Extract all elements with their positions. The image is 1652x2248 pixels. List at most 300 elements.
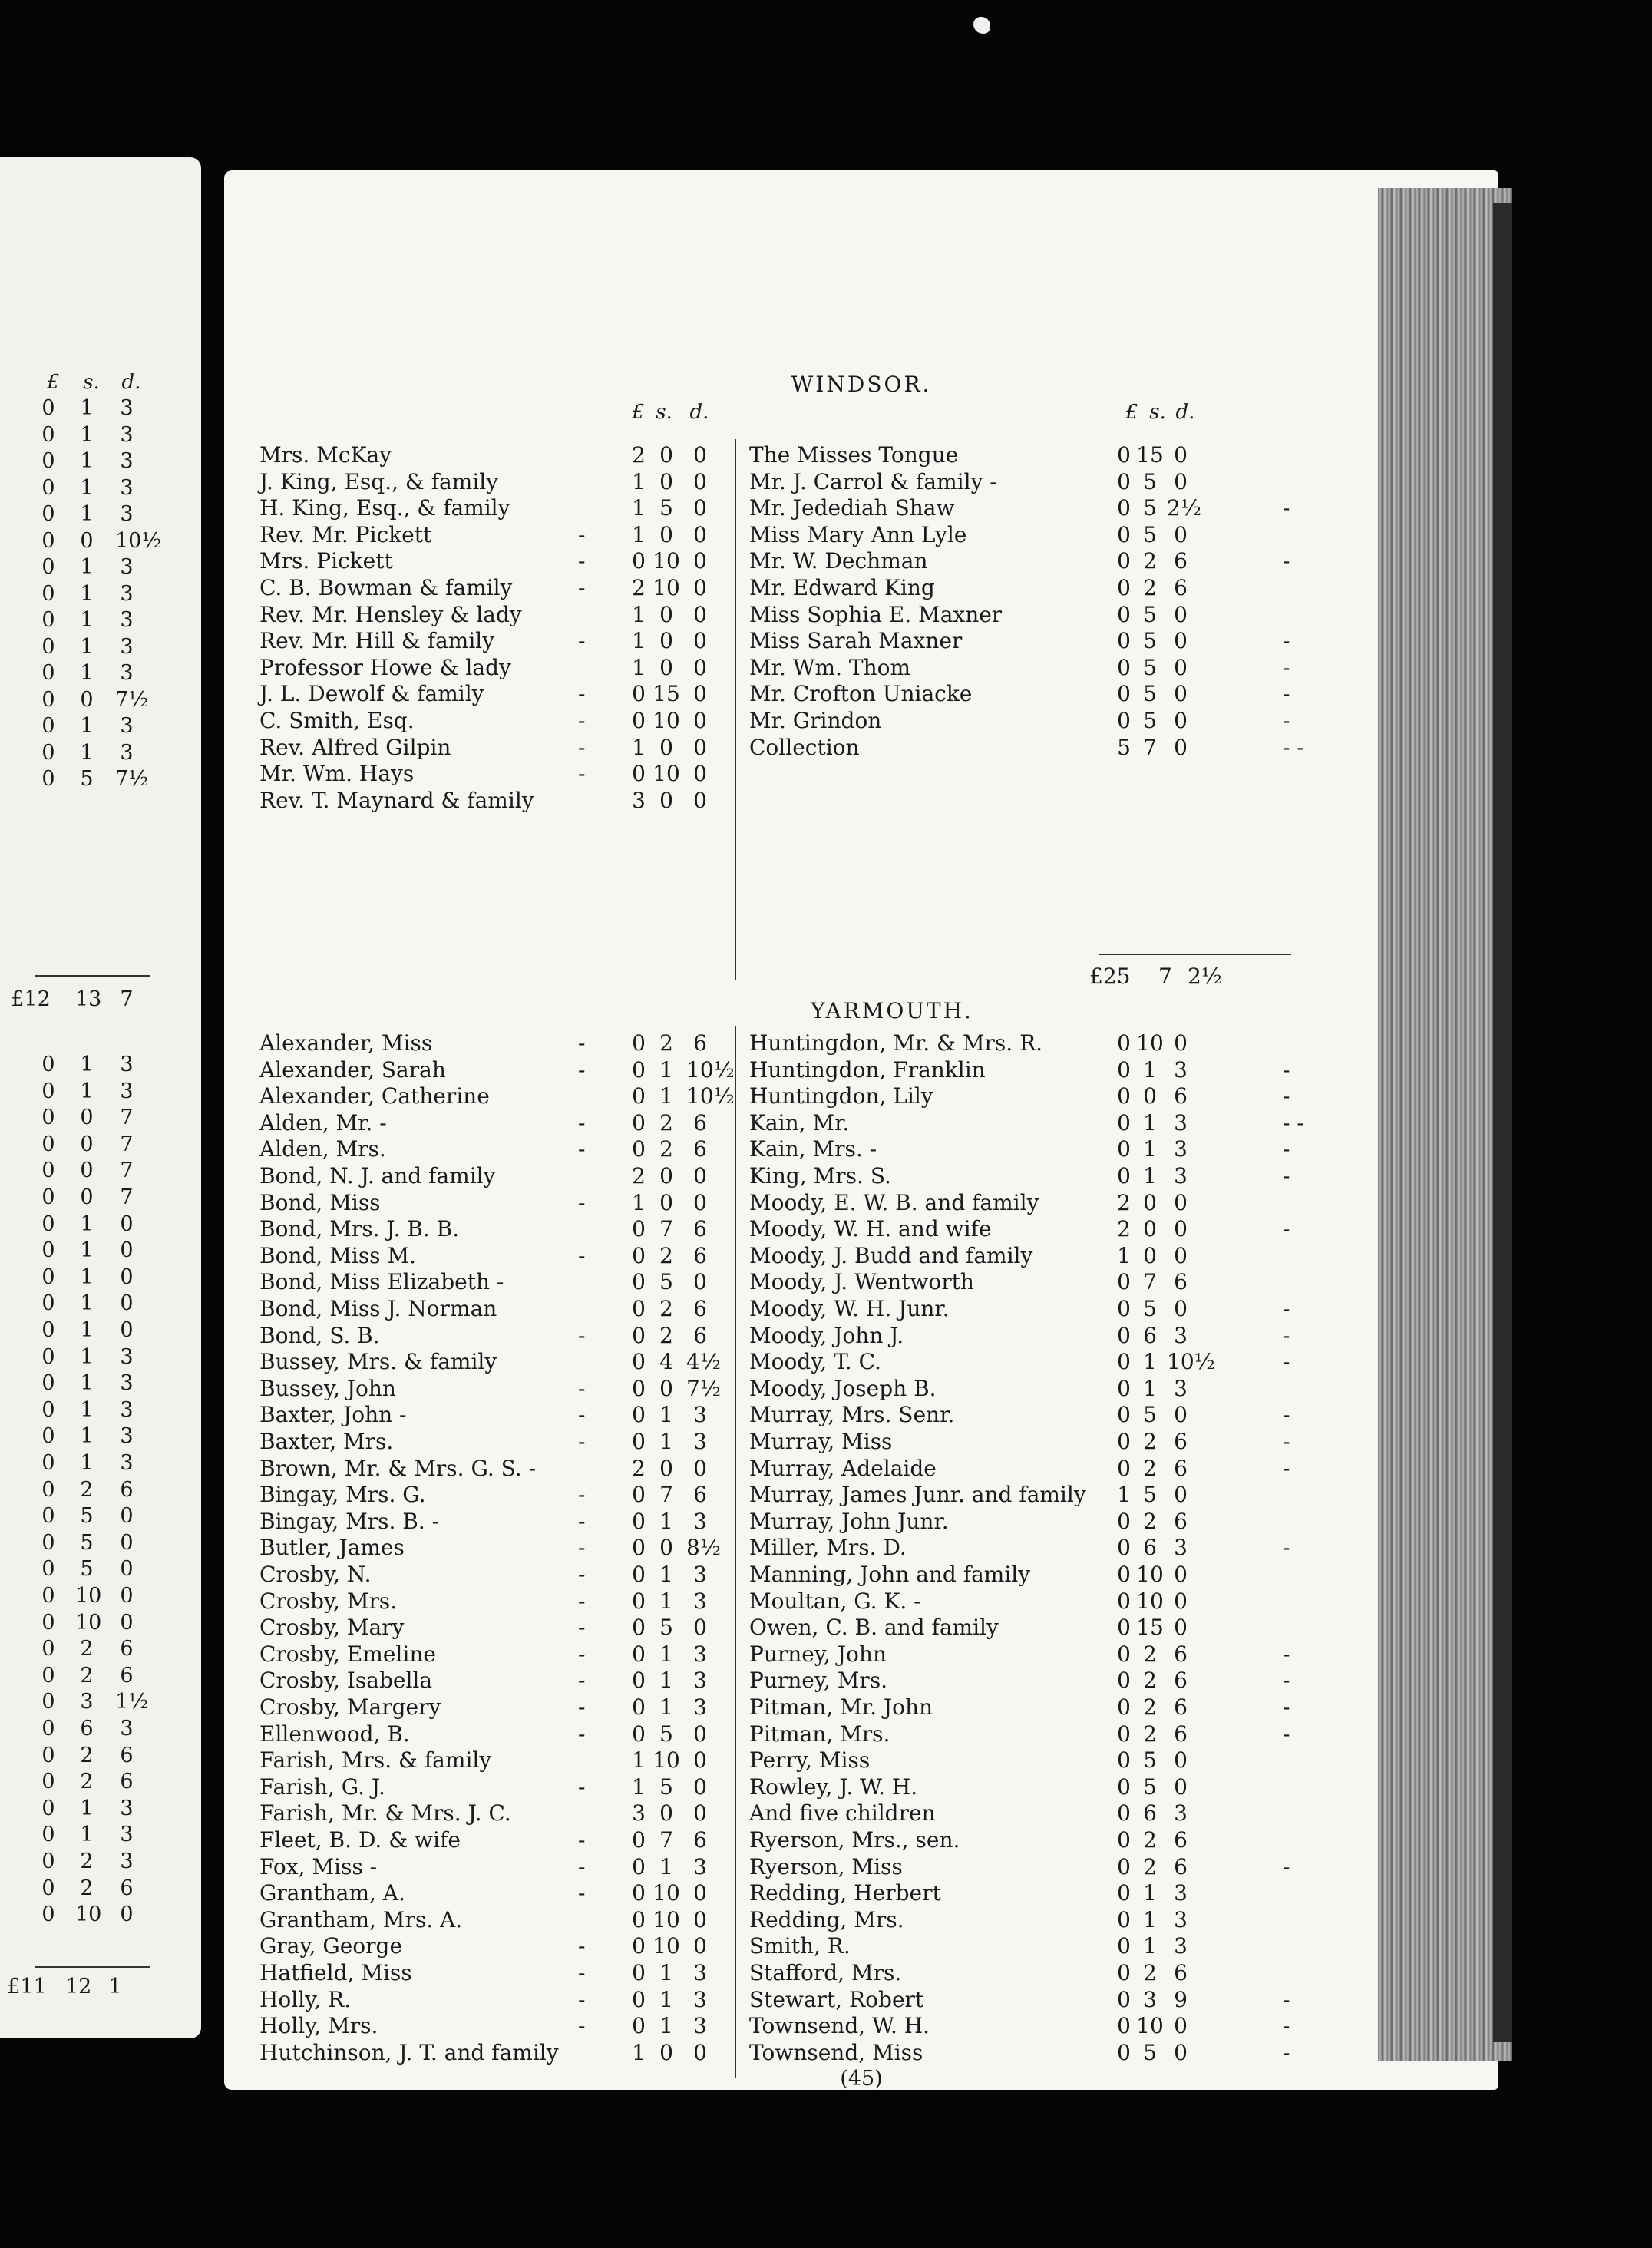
subscriber-row	[259, 1800, 728, 1826]
amount-pounds: 0	[1117, 681, 1131, 707]
subscriber-name: Rev. Mr. Hensley & lady	[259, 601, 522, 627]
facing-page-fragment: £ s. d. 0 1 3 0 1 3 0 1 3 0 1 3 0 1 3 0 0 10½ 0 1 3 0 1 3 0 1 3 0 1 3 0 1 3 0 0 7½ 0 1 3 0 1 3 0 5 7½ £12 13 7 0 1 3 0 1 3 0 0 7 0 0 7 0 0 7 0 0 7 0 1 0 0 1 0 0 1 0 0 1 0 0 1 0 0 1 3 0 1 3 0 1 3 0 1 3 0 1 3 0 2 6 0 5 0 0 5 0 0 5 0 0 10 0 0 10 0 0 2 6 0 2 6 0 3 1½ 0 6 3 0 2 6 0 2 6 0 1 3 0 1 3 0 2 3 0 2 6 0 10 0 £11 12 1	[0, 157, 201, 2038]
amount-pounds: 0	[1117, 548, 1131, 574]
amount-shillings: 10	[1136, 2013, 1164, 2039]
subscriber-name: Butler, James	[259, 1535, 405, 1561]
subscriber-row	[259, 1907, 728, 1933]
amount-pence: 6	[120, 1770, 134, 1794]
amount-pounds: 0	[1117, 1030, 1131, 1056]
amount-shillings: 5	[1143, 601, 1157, 627]
subscriber-name: Pitman, Mr. John	[749, 1694, 933, 1720]
amount-shillings: 2	[1143, 1508, 1157, 1534]
amount-pounds: 0	[41, 1610, 55, 1635]
amount-pounds: 0	[1117, 708, 1131, 733]
amount-pence: 0	[693, 1933, 707, 1959]
subscriber-name: Purney, Mrs.	[749, 1668, 888, 1694]
amount-pounds: 0	[632, 1375, 646, 1401]
amount-pounds: 0	[1117, 1535, 1131, 1561]
amount-pounds: 1	[632, 2039, 646, 2065]
amount-shillings: 0	[659, 468, 673, 494]
subscriber-name: Miss Mary Ann Lyle	[749, 521, 967, 547]
amount-shillings: 3	[80, 1690, 94, 1714]
amount-shillings: 1	[1143, 1056, 1157, 1083]
leader-dash: -	[578, 1933, 586, 1959]
subscriber-name: King, Mrs. S.	[749, 1163, 891, 1188]
amount-pence: 3	[120, 1717, 134, 1741]
amount-pounds: 0	[41, 1424, 55, 1449]
amount-pence: 6	[693, 1827, 707, 1853]
amount-shillings: 2	[659, 1296, 673, 1321]
amount-pence: 3	[1174, 1136, 1188, 1162]
amount-shillings: 0	[80, 1106, 94, 1130]
amount-shillings: 1	[80, 1371, 94, 1396]
subscriber-name: Bond, Miss Elizabeth -	[259, 1269, 504, 1295]
amount-shillings: 5	[1143, 1482, 1157, 1508]
amount-pence: 3	[120, 1823, 134, 1847]
subscriber-name: Miss Sophia E. Maxner	[749, 601, 1003, 627]
amount-pounds: 0	[41, 740, 55, 765]
amount-shillings: 1	[80, 1238, 94, 1263]
subscriber-row	[259, 442, 728, 468]
amount-pence: 0	[693, 575, 707, 600]
subscriber-name: Moody, T. C.	[749, 1349, 881, 1375]
amount-pounds: 0	[632, 1056, 646, 1083]
amount-pounds: 0	[41, 449, 55, 473]
subscriber-name: Huntingdon, Mr. & Mrs. R.	[749, 1030, 1043, 1056]
amount-pence: 6	[693, 1242, 707, 1268]
subscriber-name: Alexander, Miss	[259, 1030, 433, 1056]
amount-pounds: 2	[632, 575, 646, 600]
subscriber-row	[749, 1562, 1302, 1588]
amount-pence: 7	[120, 1132, 134, 1156]
subscriber-row	[749, 1509, 1302, 1535]
amount-pence: 6	[693, 1296, 707, 1321]
amount-pence: 3	[1174, 1322, 1188, 1348]
subscriber-row	[749, 1641, 1302, 1668]
leader-dash: -	[1283, 1402, 1290, 1428]
amount-pence: 9	[1174, 1986, 1188, 2012]
amount-pounds: 0	[632, 1668, 646, 1694]
amount-pence: 0	[1174, 1747, 1188, 1774]
amount-pounds: 1	[632, 468, 646, 494]
amount-pounds: 0	[1117, 1960, 1131, 1985]
subscriber-row	[749, 1163, 1302, 1189]
subscriber-name: Grantham, Mrs. A.	[259, 1906, 463, 1932]
subscriber-name: Rev. Mr. Hill & family	[259, 628, 495, 654]
subscriber-row	[259, 1402, 728, 1428]
leader-dash: -	[1283, 1853, 1290, 1879]
amount-pounds: 0	[41, 687, 55, 712]
amount-pounds: 5	[1117, 734, 1131, 760]
amount-shillings: 5	[1143, 495, 1157, 521]
amount-pence: 3	[120, 396, 134, 420]
subscriber-name: Mr. Grindon	[749, 708, 882, 733]
subscription-list-page: WINDSOR. £ s. d. £ s. d. Mrs. McKay 2 0 0 J. King, Esq., & family 1 0 0 H. King, Esq., & family 1 5 0 Rev. Mr. Pickett - 1 0 0 Mrs. Pickett - 0 10 0 C. B. Bowman & family - 2 10 0 Rev. Mr. Hensley & lady 1 0 0 Rev. Mr. Hill & family - 1 0 0 Professor Howe & lady 1 0 0 J. L. Dewolf & family - 0 15 0 C. Smith, Esq. - 0 10 0 Rev. Alfred Gilpin - 1 0 0 Mr. Wm. Hays - 0 10 0 Rev. T. Maynard & family 3 0 0 The Misses Tongue 0 15 0 Mr. J. Carrol & family - 0 5 0 Mr. Jedediah Shaw - 0 5 2½ Miss Mary Ann Lyle 0 5 0 Mr. W. Dechman - 0 2 6 Mr. Edward King 0 2 6 Miss Sophia E. Maxner 0 5 0 Miss Sarah Maxner - 0 5 0 Mr. Wm. Thom - 0 5 0 Mr. Crofton Uniacke - 0 5 0 Mr. Grindon - 0 5 0 Collection - - 5 7 0 £25 7 2½ YARMOUTH. Alexander, Miss - 0 2 6 Alexander, Sarah - 0 1 10½ Alexander, Catherine 0 1 10½ Alden, Mr. - - 0 2 6 Alden, Mrs. - 0 2 6 Bond, N. J. and family 2 0 0 Bond, Miss - 1 0 0 Bond, Mrs. J. B. B. 0 7 6 Bond, Miss M. - 0 2 6 Bond, Miss Elizabeth - 0 5 0 Bond, Miss J. Norman 0 2 6 Bond, S. B. - 0 2 6 Bussey, Mrs. & family 0 4 4½ Bussey, John - 0 0 7½ Baxter, John - - 0 1 3 Baxter, Mrs. - 0 1 3 Brown, Mr. & Mrs. G. S. - 2 0 0 Bingay, Mrs. G. - 0 7 6 Bingay, Mrs. B. - - 0 1 3 Butler, James - 0 0 8½ Crosby, N. - 0 1 3 Crosby, Mrs. - 0 1 3 Crosby, Mary - 0 5 0 Crosby, Emeline - 0 1 3 Crosby, Isabella - 0 1 3 Crosby, Margery - 0 1 3 Ellenwood, B. - 0 5 0 Farish, Mrs. & family 1 10 0 Farish, G. J. - 1 5 0 Farish, Mr. & Mrs. J. C. 3 0 0 Fleet, B. D. & wife - 0 7 6 Fox, Miss - - 0 1 3 Grantham, A. - 0 10 0 Grantham, Mrs. A. 0 10 0 Gray, George - 0 10 0 Hatfield, Miss - 0 1 3 Holly, R. - 0 1 3 Holly, Mrs. - 0 1 3 Hutchinson, J. T. and family 1 0 0 Huntingdon, Mr. & Mrs. R. 0 10 0 Huntingdon, Franklin - 0 1 3 Huntingdon, Lily - 0 0 6 Kain, Mr. - - 0 1 3 Kain, Mrs. - - 0 1 3 King, Mrs. S. - 0 1 3 Moody, E. W. B. and family 2 0 0 Moody, W. H. and wife - 2 0 0 Moody, J. Budd and family 1 0 0 Moody, J. Wentworth 0 7 6 Moody, W. H. Junr. - 0 5 0 Moody, John J. - 0 6 3 Moody, T. C. - 0 1 10½ Moody, Joseph B. 0 1 3 Murray, Mrs. Senr. - 0 5 0 Murray, Miss - 0 2 6 Murray, Adelaide - 0 2 6 Murray, James Junr. and family 1 5 0 Murray, John Junr. 0 2 6 Miller, Mrs. D. - 0 6 3 Manning, John and family 0 10 0 Moultan, G. K. - 0 10 0 Owen, C. B. and family 0 15 0 Purney, John - 0 2 6 Purney, Mrs. - 0 2 6 Pitman, Mr. John - 0 2 6 Pitman, Mrs. - 0 2 6 Perry, Miss 0 5 0 Rowley, J. W. H. 0 5 0 And five children 0 6 3 Ryerson, Mrs., sen. 0 2 6 Ryerson, Miss - 0 2 6 Redding, Herbert 0 1 3 Redding, Mrs. 0 1 3 Smith, R. 0 1 3 Stafford, Mrs. 0 2 6 Stewart, Robert - 0 3 9 Townsend, W. H. - 0 10 0 Townsend, Miss - 0 5 0 (45)	[224, 170, 1498, 2090]
leader-dash: -	[578, 1535, 586, 1561]
subscriber-name: Mr. Jedediah Shaw	[749, 495, 955, 521]
subscriber-row	[259, 1615, 728, 1641]
amount-pounds: 0	[41, 714, 55, 738]
amount-pounds: 1	[632, 1774, 646, 1800]
amount-shillings: 1	[80, 1344, 94, 1369]
subscriber-row	[749, 602, 1302, 628]
amount-shillings: 2	[1143, 1853, 1157, 1879]
amount-shillings: 10	[1136, 1030, 1164, 1056]
subscriber-row	[259, 1535, 728, 1561]
amount-pounds: 1	[632, 628, 646, 654]
subscriber-row	[259, 1880, 728, 1906]
amount-shillings: 2	[659, 1030, 673, 1056]
amount-pounds: 0	[1117, 521, 1131, 547]
subscriber-name: Stafford, Mrs.	[749, 1960, 902, 1985]
amount-pence: 7	[120, 1106, 134, 1130]
amount-pence: 3	[693, 1641, 707, 1667]
amount-pounds: 0	[41, 1291, 55, 1316]
amount-pence: 0	[693, 1747, 707, 1774]
amount-pence: 6	[120, 1876, 134, 1900]
amount-pounds: 0	[1117, 495, 1131, 521]
amount-pence: 6	[120, 1637, 134, 1661]
amount-shillings: 5	[80, 1504, 94, 1529]
amount-pence: 6	[120, 1743, 134, 1767]
amount-pounds: 0	[41, 1584, 55, 1608]
amount-shillings: 1	[80, 555, 94, 579]
subscriber-row	[749, 1402, 1302, 1428]
amount-shillings: 0	[659, 1455, 673, 1481]
subscriber-name: Hatfield, Miss	[259, 1960, 412, 1985]
amount-shillings: 1	[80, 475, 94, 500]
amount-shillings: 0	[1143, 1083, 1157, 1109]
amount-pence: 0	[1174, 1482, 1188, 1508]
subscriber-name: Holly, R.	[259, 1986, 352, 2012]
amount-pence: 0	[120, 1903, 134, 1927]
leader-dash: -	[578, 1030, 586, 1056]
subscriber-row	[749, 1827, 1302, 1853]
subscriber-name: Mr. Crofton Uniacke	[749, 681, 973, 707]
subscriber-row	[259, 1933, 728, 1959]
amount-pounds: 0	[41, 1663, 55, 1688]
amount-pence: 10½	[1167, 1349, 1215, 1375]
amount-pence: 0	[1174, 1296, 1188, 1321]
amount-shillings: 5	[80, 1530, 94, 1555]
amount-pence: 0	[693, 1774, 707, 1800]
amount-shillings: 2	[80, 1637, 94, 1661]
subscriber-name: Ryerson, Mrs., sen.	[749, 1827, 960, 1853]
leader-dash: -	[578, 1375, 586, 1401]
subscriber-name: Moody, E. W. B. and family	[749, 1189, 1039, 1215]
amount-pence: 0	[1174, 2039, 1188, 2065]
subscriber-name: Farish, G. J.	[259, 1774, 385, 1800]
subscriber-name: Murray, Adelaide	[749, 1455, 937, 1481]
subscriber-row	[749, 1110, 1302, 1136]
amount-pence: 7½	[115, 687, 149, 712]
subscriber-row	[259, 1030, 728, 1056]
amount-pence: 6	[1174, 548, 1188, 574]
amount-shillings: 2	[80, 1770, 94, 1794]
subscriber-name: Mrs. McKay	[259, 442, 392, 468]
subscriber-row	[749, 1323, 1302, 1349]
amount-pence: 6	[1174, 1083, 1188, 1109]
subscriber-row	[259, 1774, 728, 1800]
subscriber-name: Bingay, Mrs. B. -	[259, 1508, 440, 1534]
subscriber-name: Gray, George	[259, 1933, 403, 1959]
leader-dash: -	[1283, 1296, 1290, 1321]
amount-pence: 3	[120, 1371, 134, 1396]
subscriber-row	[259, 1429, 728, 1455]
amount-pounds: 0	[632, 1721, 646, 1747]
amount-pence: 6	[1174, 1827, 1188, 1853]
subscriber-name: Bond, S. B.	[259, 1322, 380, 1348]
amount-shillings: 1	[659, 1508, 673, 1534]
subscriber-name: Kain, Mr.	[749, 1109, 850, 1136]
amount-pounds: 0	[41, 1344, 55, 1369]
subscriber-row	[259, 1456, 728, 1482]
amount-shillings: 2	[659, 1136, 673, 1162]
amount-pounds: 1	[632, 1189, 646, 1215]
amount-pounds: 0	[632, 1349, 646, 1375]
amount-shillings: 5	[659, 1615, 673, 1641]
amount-pounds: 0	[1117, 1109, 1131, 1136]
amount-shillings: 2	[1143, 1668, 1157, 1694]
amount-pounds: 1	[632, 734, 646, 760]
subscriber-name: Manning, John and family	[749, 1562, 1031, 1587]
amount-shillings: 1	[80, 396, 94, 420]
subscriber-row	[749, 1535, 1302, 1561]
amount-shillings: 1	[659, 1402, 673, 1428]
amount-shillings: 5	[1143, 1402, 1157, 1428]
leader-dash: -	[578, 1880, 586, 1906]
subscriber-row	[259, 655, 728, 681]
amount-pounds: 0	[41, 555, 55, 579]
leader-dash: -	[578, 1109, 586, 1136]
amount-pence: 0	[1174, 1189, 1188, 1215]
amount-shillings: 0	[659, 1375, 673, 1401]
subscriber-name: Purney, John	[749, 1641, 887, 1667]
subscriber-row	[259, 548, 728, 574]
amount-pence: 0	[1174, 1030, 1188, 1056]
amount-pence: 0	[693, 1721, 707, 1747]
subscriber-row	[259, 681, 728, 707]
amount-pence: 0	[1174, 654, 1188, 680]
amount-shillings: 1	[80, 714, 94, 738]
amount-shillings: 1	[1143, 1349, 1157, 1375]
amount-shillings: 2	[1143, 1455, 1157, 1481]
leader-dash: -	[1283, 681, 1290, 707]
amount-pounds: 0	[1117, 2039, 1131, 2065]
leader-dash: -	[578, 734, 586, 760]
amount-shillings: 7	[1143, 1269, 1157, 1295]
amount-pence: 0	[1174, 1562, 1188, 1587]
leader-dash: -	[1283, 1322, 1290, 1348]
amount-pence: 0	[120, 1530, 134, 1555]
subscriber-row	[259, 1323, 728, 1349]
amount-shillings: 1	[80, 661, 94, 685]
leader-dash: -	[1283, 1216, 1290, 1242]
subscriber-row	[259, 1376, 728, 1402]
leader-dash: -	[1283, 1163, 1290, 1188]
amount-shillings: 2	[1143, 1721, 1157, 1747]
subscriber-name: Crosby, Margery	[259, 1694, 441, 1720]
amount-shillings: 1	[659, 1429, 673, 1454]
amount-shillings: 0	[659, 2039, 673, 2065]
subscriber-row	[259, 1509, 728, 1535]
amount-pounds: 1	[1117, 1482, 1131, 1508]
amount-pounds: 0	[1117, 1827, 1131, 1853]
amount-pounds: 2	[632, 442, 646, 468]
subscriber-row	[749, 1057, 1302, 1083]
subscriber-name: C. Smith, Esq.	[259, 708, 415, 733]
amount-pounds: 0	[1117, 1296, 1131, 1321]
amount-pence: 3	[120, 449, 134, 473]
amount-pence: 6	[1174, 1455, 1188, 1481]
amount-pence: 0	[120, 1557, 134, 1582]
amount-shillings: 0	[80, 528, 94, 553]
page-block-edge	[1378, 188, 1512, 2061]
subscriber-name: Rev. Alfred Gilpin	[259, 734, 451, 760]
leader-dash: -	[1283, 1641, 1290, 1667]
amount-shillings: 1	[80, 422, 94, 447]
subscriber-name: Rowley, J. W. H.	[749, 1774, 918, 1800]
amount-shillings: 1	[659, 1083, 673, 1109]
subscriber-row	[749, 708, 1302, 734]
amount-pounds: 0	[1117, 1800, 1131, 1826]
subscriber-row	[259, 1641, 728, 1668]
amount-pence: 0	[693, 468, 707, 494]
windsor-divider	[735, 439, 736, 980]
amount-pence: 0	[120, 1610, 134, 1635]
amount-pence: 0	[693, 1269, 707, 1295]
amount-shillings: 7	[1143, 734, 1157, 760]
amount-shillings: 10	[653, 548, 680, 574]
leader-dash: -	[1283, 1349, 1290, 1375]
amount-pounds: 0	[1117, 1986, 1131, 2012]
amount-pounds: 0	[632, 1136, 646, 1162]
leader-dash: -	[578, 1721, 586, 1747]
amount-pounds: 0	[41, 1397, 55, 1422]
amount-pounds: 0	[41, 1557, 55, 1582]
subscriber-name: Moody, J. Wentworth	[749, 1269, 974, 1295]
subscriber-row	[749, 1880, 1302, 1906]
subscriber-row	[749, 2013, 1302, 2039]
amount-shillings: 1	[659, 1641, 673, 1667]
left-total-rule	[35, 975, 150, 977]
amount-shillings: 7	[659, 1827, 673, 1853]
subscriber-row	[749, 548, 1302, 574]
amount-shillings: 0	[1143, 1216, 1157, 1242]
subscriber-row	[749, 1668, 1302, 1694]
amount-pence: 0	[1174, 1774, 1188, 1800]
amount-shillings: 10	[653, 761, 680, 787]
amount-shillings: 5	[659, 1774, 673, 1800]
amount-pounds: 0	[632, 708, 646, 733]
amount-pence: 8½	[686, 1535, 721, 1561]
subscriber-name: Mr. Edward King	[749, 575, 935, 600]
subscriber-row	[749, 1907, 1302, 1933]
amount-shillings: 2	[659, 1109, 673, 1136]
amount-pounds: 0	[1117, 1562, 1131, 1587]
page-number: (45)	[840, 2067, 883, 2091]
subscriber-name: H. King, Esq., & family	[259, 495, 510, 521]
subscriber-row	[259, 2040, 728, 2066]
yarmouth-divider	[735, 1026, 736, 2078]
amount-pounds: 0	[1117, 1721, 1131, 1747]
leader-dash: -	[578, 1588, 586, 1614]
amount-pounds: 0	[1117, 1694, 1131, 1720]
amount-pence: 7	[120, 1159, 134, 1183]
amount-shillings: 2	[1143, 548, 1157, 574]
amount-pence: 0	[693, 654, 707, 680]
amount-pounds: 0	[41, 1770, 55, 1794]
leader-dash: -	[1283, 548, 1290, 574]
amount-pounds: 0	[1117, 1906, 1131, 1932]
subscriber-name: Ellenwood, B.	[259, 1721, 410, 1747]
subscriber-name: Collection	[749, 734, 860, 760]
leader-dash: -	[578, 1508, 586, 1534]
amount-pounds: 0	[632, 1615, 646, 1641]
amount-pence: 0	[693, 1880, 707, 1906]
amount-shillings: 5	[1143, 1296, 1157, 1321]
amount-pence: 3	[1174, 1800, 1188, 1826]
amount-shillings: 5	[80, 767, 94, 791]
amount-pence: 6	[693, 1482, 707, 1508]
amount-pence: 6	[693, 1322, 707, 1348]
subscriber-row	[749, 1615, 1302, 1641]
amount-pence: 0	[120, 1584, 134, 1608]
amount-pounds: 0	[632, 1508, 646, 1534]
amount-shillings: 5	[1143, 1747, 1157, 1774]
leader-dash: -	[578, 548, 586, 574]
amount-pence: 0	[693, 1189, 707, 1215]
amount-pounds: 0	[1117, 1322, 1131, 1348]
amount-pence: 3	[120, 555, 134, 579]
amount-shillings: 2	[1143, 1429, 1157, 1454]
amount-shillings: 2	[80, 1743, 94, 1767]
amount-shillings: 1	[80, 502, 94, 526]
subscriber-name: Rev. T. Maynard & family	[259, 787, 534, 813]
amount-pounds: 0	[1117, 575, 1131, 600]
amount-shillings: 2	[1143, 1694, 1157, 1720]
amount-pence: 10½	[686, 1083, 735, 1109]
leader-dash: -	[1283, 654, 1290, 680]
amount-pence: 3	[1174, 1906, 1188, 1932]
subscriber-row	[259, 1136, 728, 1162]
amount-shillings: 0	[659, 521, 673, 547]
leader-dash: -	[1283, 495, 1290, 521]
amount-pounds: 0	[41, 502, 55, 526]
amount-pounds: 0	[1117, 1615, 1131, 1641]
amount-pounds: 0	[632, 1216, 646, 1242]
amount-pence: 3	[120, 475, 134, 500]
amount-shillings: 10	[75, 1584, 102, 1608]
amount-pounds: 0	[41, 767, 55, 791]
amount-shillings: 6	[1143, 1322, 1157, 1348]
subscriber-name: Owen, C. B. and family	[749, 1615, 999, 1641]
amount-pence: 6	[120, 1477, 134, 1502]
amount-pence: 3	[120, 1397, 134, 1422]
subscriber-name: Farish, Mr. & Mrs. J. C.	[259, 1800, 511, 1826]
subscriber-name: Crosby, Mrs.	[259, 1588, 398, 1614]
amount-shillings: 0	[659, 601, 673, 627]
subscriber-row	[749, 575, 1302, 601]
leader-dash: -	[1283, 708, 1290, 733]
subscriber-name: Hutchinson, J. T. and family	[259, 2039, 559, 2065]
amount-pounds: 0	[1117, 1163, 1131, 1188]
amount-shillings: 5	[1143, 628, 1157, 654]
subscriber-name: Moody, W. H. and wife	[749, 1216, 992, 1242]
subscriber-name: Murray, Mrs. Senr.	[749, 1402, 955, 1428]
subscriber-name: Bond, Miss M.	[259, 1242, 417, 1268]
subscriber-row	[749, 628, 1302, 654]
